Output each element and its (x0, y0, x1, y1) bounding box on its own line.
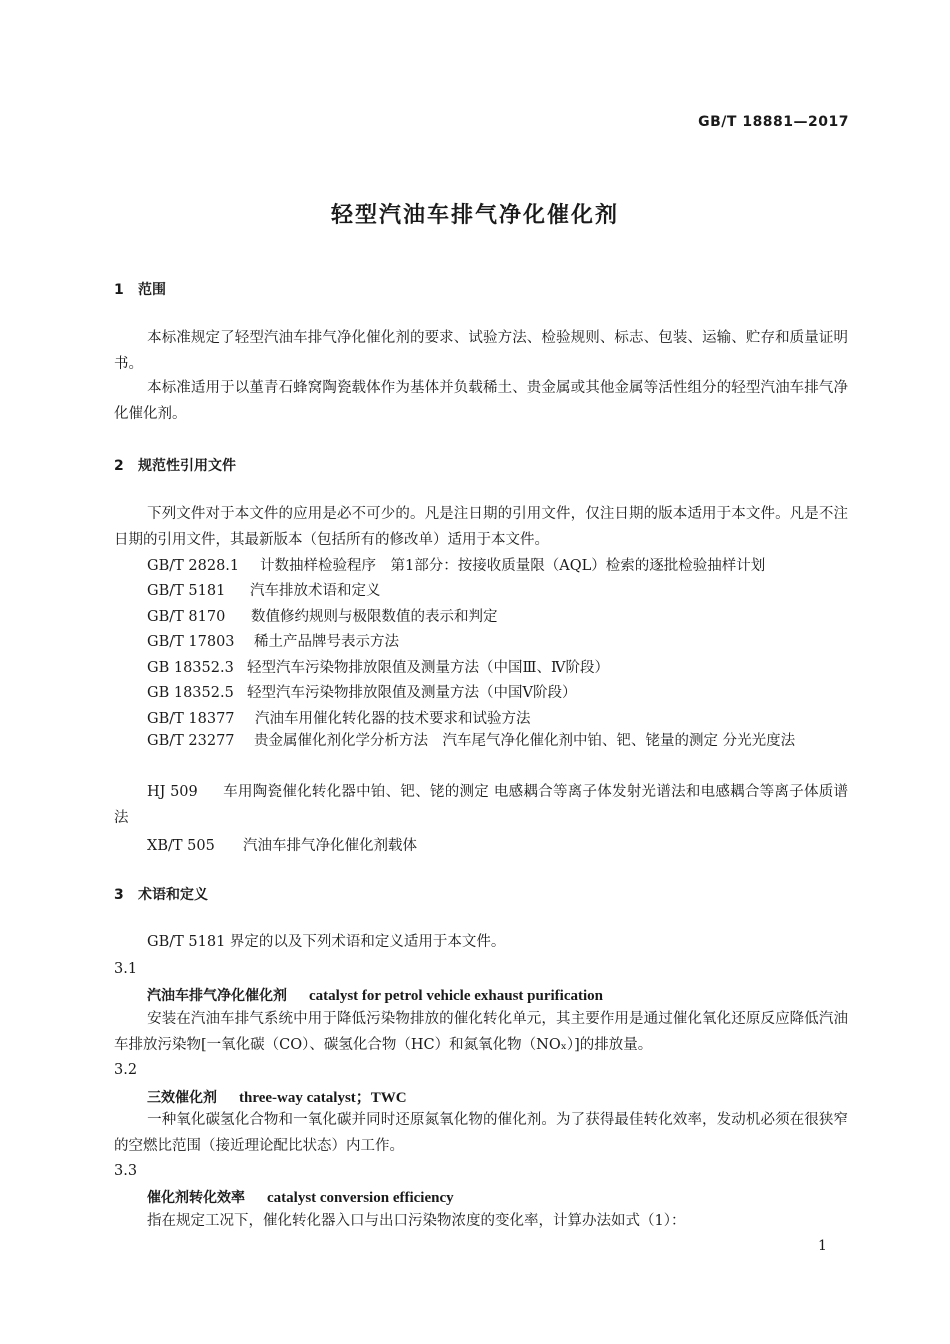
reference-item: HJ 509 车用陶瓷催化转化器中铂、钯、铑的测定 电感耦合等离子体发射光谱法和电感耦合等离子体质谱法 (114, 784, 848, 826)
term-english: catalyst for petrol vehicle exhaust purification (309, 988, 603, 1004)
section-title: 规范性引用文件 (138, 458, 236, 474)
reference-item: GB/T 23277 贵金属催化剂化学分析方法 汽车尾气净化催化剂中铂、钯、铑量的测定 分光光度法 (147, 733, 796, 749)
paragraph: 本标准规定了轻型汽油车排气净化催化剂的要求、试验方法、检验规则、标志、包装、运输、贮存和质量证明书。 (114, 330, 848, 372)
standard-number: GB/T 18881—2017 (698, 114, 849, 130)
section-title: 范围 (138, 282, 166, 298)
clause-number: 3.3 (114, 1163, 138, 1179)
reference-item: GB/T 2828.1 计数抽样检验程序 第1部分：按接收质量限（AQL）检索的逐批检验抽样计划 (147, 558, 766, 574)
term-heading (147, 985, 603, 1005)
paragraph: GB/T 5181 界定的以及下列术语和定义适用于本文件。 (147, 934, 506, 950)
page-number: 1 (818, 1238, 827, 1254)
reference-item: GB/T 5181 汽车排放术语和定义 (147, 583, 381, 599)
section-2-heading (114, 455, 236, 475)
section-number: 3 (114, 887, 124, 903)
section-number: 2 (114, 458, 124, 474)
clause-number: 3.2 (114, 1062, 138, 1078)
term-chinese: 汽油车排气净化催化剂 (147, 988, 287, 1004)
reference-item: GB 18352.5 轻型汽车污染物排放限值及测量方法（中国Ⅴ阶段） (147, 685, 577, 701)
section-number: 1 (114, 282, 124, 298)
reference-item: GB/T 18377 汽油车用催化转化器的技术要求和试验方法 (147, 711, 531, 727)
term-chinese: 催化剂转化效率 (147, 1190, 245, 1206)
term-heading (147, 1187, 454, 1207)
section-title: 术语和定义 (138, 887, 208, 903)
term-definition: 指在规定工况下，催化转化器入口与出口污染物浓度的变化率，计算办法如式（1）： (147, 1213, 686, 1229)
document-title: 轻型汽油车排气净化催化剂 (330, 203, 619, 228)
term-heading (147, 1086, 407, 1107)
section-1-heading (114, 279, 166, 299)
term-chinese: 三效催化剂 (147, 1090, 217, 1106)
term-definition: 一种氧化碳氢化合物和一氧化碳并同时还原氮氧化物的催化剂。为了获得最佳转化效率，发动机必须在很狭窄的空燃比范围（接近理论配比状态）内工作。 (114, 1112, 848, 1154)
reference-item: GB/T 17803 稀土产品牌号表示方法 (147, 634, 399, 650)
reference-item: GB 18352.3 轻型汽车污染物排放限值及测量方法（中国Ⅲ、Ⅳ阶段） (147, 660, 609, 676)
clause-number: 3.1 (114, 961, 138, 977)
reference-item: XB/T 505 汽油车排气净化催化剂载体 (147, 838, 417, 854)
term-definition: 安装在汽油车排气系统中用于降低污染物排放的催化转化单元，其主要作用是通过催化氧化还原反应降低汽油车排放污染物[一氧化碳（CO）、碳氢化合物（HC）和氮氧化物（NOₓ）]的排放量。 (114, 1011, 848, 1053)
term-english: catalyst conversion efficiency (267, 1190, 454, 1206)
paragraph: 本标准适用于以堇青石蜂窝陶瓷载体作为基体并负载稀土、贵金属或其他金属等活性组分的轻型汽油车排气净化催化剂。 (114, 380, 848, 422)
section-3-heading (114, 884, 208, 904)
paragraph: 下列文件对于本文件的应用是必不可少的。凡是注日期的引用文件，仅注日期的版本适用于本文件。凡是不注日期的引用文件，其最新版本（包括所有的修改单）适用于本文件。 (114, 506, 848, 548)
term-english: three-way catalyst；TWC (239, 1090, 407, 1106)
reference-item: GB/T 8170 数值修约规则与极限数值的表示和判定 (147, 609, 498, 625)
